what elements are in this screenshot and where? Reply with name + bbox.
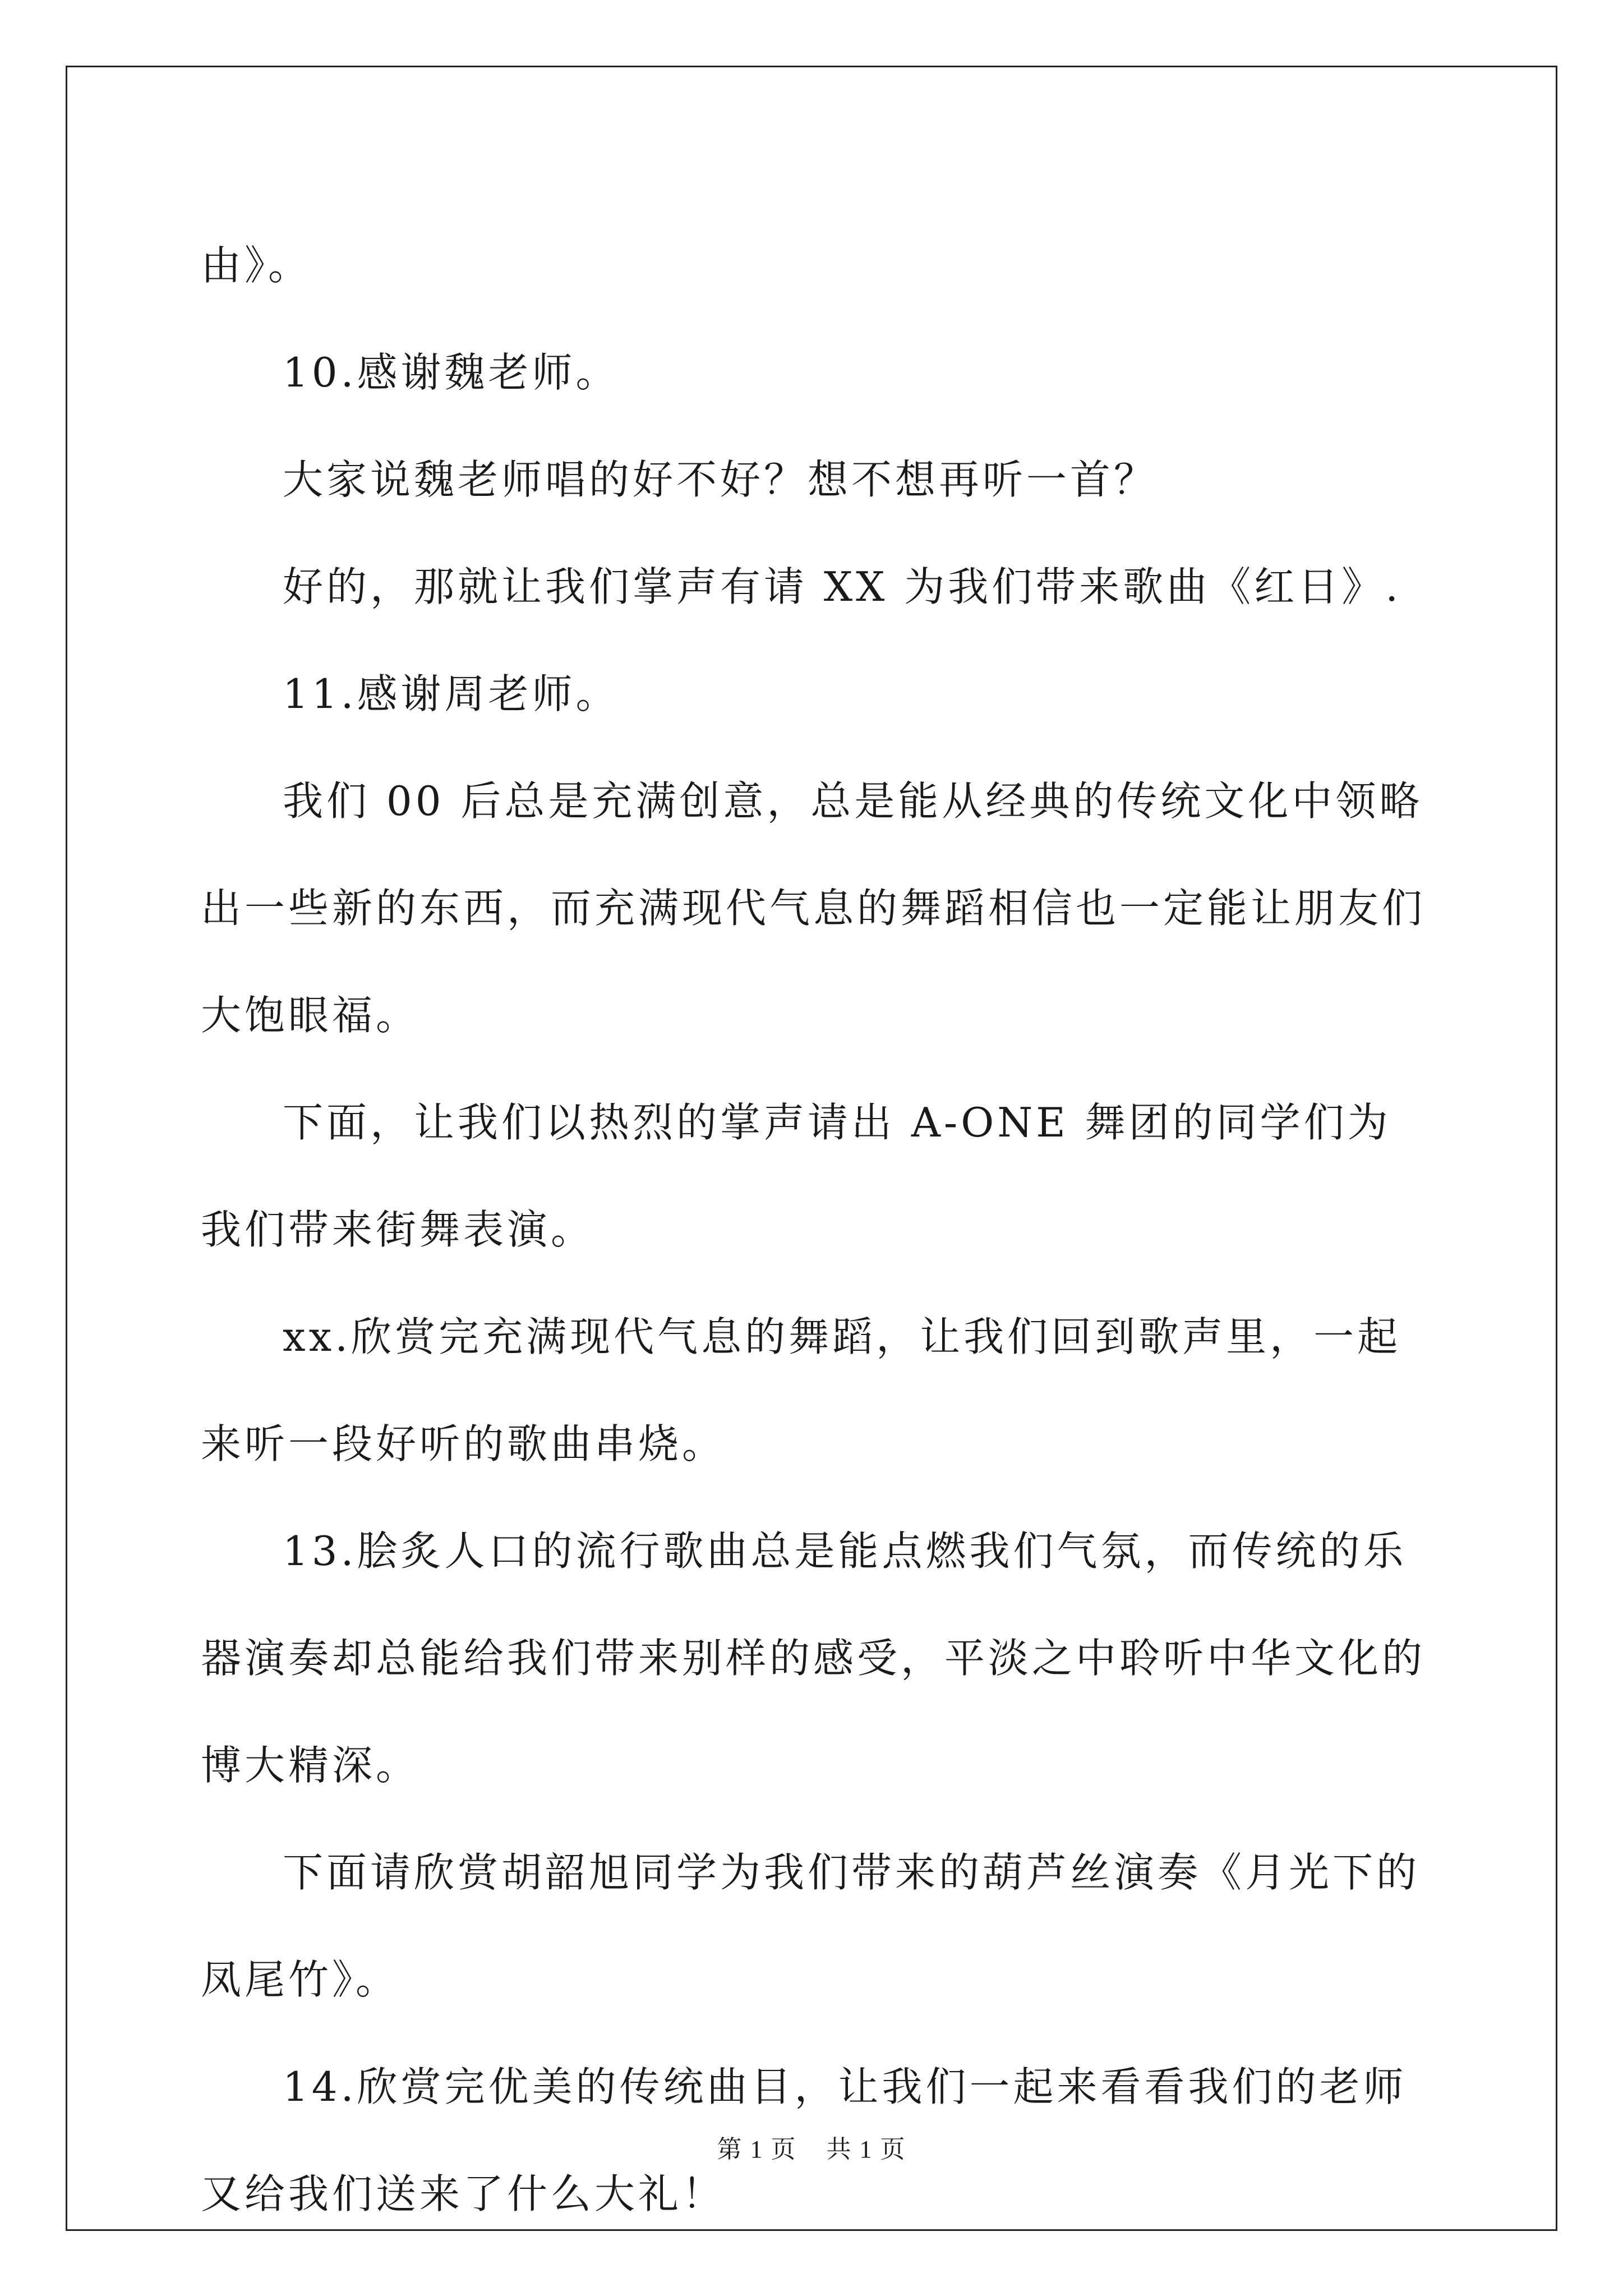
paragraph: 11.感谢周老师。 (283, 670, 620, 717)
document-body (201, 212, 1429, 2248)
paragraph: 下面请欣赏胡韶旭同学为我们带来的葫芦丝演奏《月光下的凤尾竹》。 (201, 1849, 1421, 2003)
paragraph: xx.欣赏完充满现代气息的舞蹈，让我们回到歌声里，一起来听一段好听的歌曲串烧。 (201, 1313, 1401, 1467)
paragraph: 我们 00 后总是充满创意，总是能从经典的传统文化中领略出一些新的东西，而充满现代气息的舞蹈相信也一定能让朋友们大饱眼福。 (201, 777, 1426, 1039)
paragraph: 好的，那就让我们掌声有请 XX 为我们带来歌曲《红日》. (283, 563, 1402, 610)
paragraph: 大家说魏老师唱的好不好？想不想再听一首？ (283, 456, 1158, 503)
page-footer (0, 2129, 1623, 2165)
page-total: 共 1 页 (826, 2136, 906, 2163)
paragraph: 下面，让我们以热烈的掌声请出 A-ONE 舞团的同学们为我们带来街舞表演。 (201, 1099, 1391, 1253)
paragraph: 由》。 (201, 242, 312, 289)
page-number: 第 1 页 (717, 2136, 797, 2163)
paragraph: 14.欣赏完优美的传统曲目，让我们一起来看看我们的老师又给我们送来了什么大礼！ (201, 2063, 1407, 2217)
paragraph: 13.脍炙人口的流行歌曲总是能点燃我们气氛，而传统的乐器演奏却总能给我们带来别样的感受，平淡之中聆听中华文化的博大精深。 (201, 1527, 1426, 1789)
paragraph: 10.感谢魏老师。 (283, 349, 620, 396)
